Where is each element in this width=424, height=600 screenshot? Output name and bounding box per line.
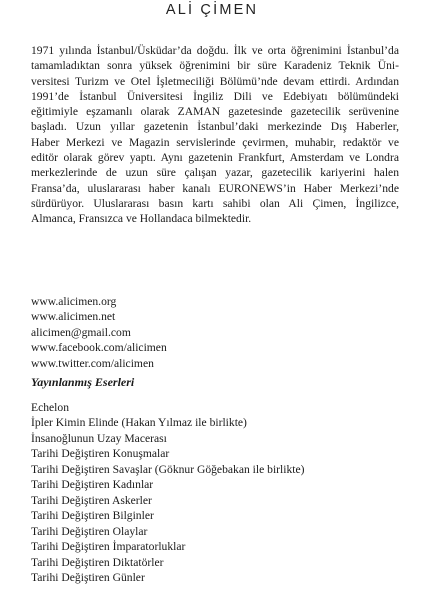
bio-line: 1971 yılında İstanbul/Üsküdar’da doğdu. İlk ve orta öğrenimini İstanbul’da	[31, 44, 399, 57]
bio-line: başladı. Uzun yıllar gazetenin İstanbul’daki merkezinde Dış Haberler,	[31, 120, 399, 134]
published-works-list	[31, 400, 305, 585]
bio-line: Haber Merkezi ve Magazin servislerinde çevirmen, muhabir, redaktör ve	[31, 135, 399, 149]
bio-line: Almanca, Fransızca ve Hollandaca bilmektedir.	[31, 212, 252, 226]
work-title: İpler Kimin Elinde (Hakan Yılmaz ile birlikte)	[31, 416, 247, 430]
bio-line: Fransa’da, uluslararası haber kanalı EURONEWS’in Haber Merkezi’nde	[31, 181, 399, 195]
work-title: Tarihi Değiştiren Savaşlar (Göknur Göğebakan ile birlikte)	[31, 462, 305, 476]
work-title: Tarihi Değiştiren İmparatorluklar	[31, 540, 186, 554]
bio-line: eğitimiyle eşzamanlı olarak ZAMAN gazetesinde gazetecilik serüvenine	[31, 105, 399, 119]
author-biography	[31, 43, 399, 227]
website-link: www.alicimen.org	[31, 295, 117, 308]
facebook-link: www.facebook.com/alicimen	[31, 341, 167, 355]
bio-line: sürdürüyor. Uluslararası basın kartı sahibi olan Ali Çimen, İngilizce,	[31, 196, 399, 210]
work-title: Tarihi Değiştiren Konuşmalar	[31, 447, 170, 461]
work-title: Tarihi Değiştiren Diktatörler	[31, 555, 164, 569]
bio-line: versitesi Turizm ve Otel İşletmeciliği Bölümü’nde devam ettirdi. Ardından	[31, 74, 399, 88]
work-title: Echelon	[31, 401, 69, 414]
published-works-heading: Yayınlanmış Eserleri	[31, 375, 135, 389]
work-title: Tarihi Değiştiren Askerler	[31, 493, 152, 507]
author-links	[31, 294, 167, 371]
email-address: alicimen@gmail.com	[31, 325, 131, 339]
website-link: www.alicimen.net	[31, 310, 116, 324]
work-title: Tarihi Değiştiren Bilginler	[31, 509, 154, 523]
work-title: Tarihi Değiştiren Olaylar	[31, 524, 148, 538]
author-name: ALİ ÇİMEN	[165, 2, 259, 18]
bio-line: 1991’de İstanbul Üniversitesi İngiliz Dili ve Edebiyatı bölümündeki	[31, 89, 399, 103]
bio-line: tamamladıktan sonra yüksek öğrenimini bir süre Karadeniz Teknik Üni-	[31, 59, 399, 73]
bio-line: merkezlerinde de uzun süre çalışan yazar, gazetecilik kariyerini halen	[31, 166, 399, 180]
work-title: İnsanoğlunun Uzay Macerası	[31, 431, 167, 445]
bio-line: editör olarak görev yaptı. Aynı gazetenin Frankfurt, Amsterdam ve Londra	[31, 151, 399, 165]
work-title: Tarihi Değiştiren Günler	[31, 570, 145, 584]
twitter-link: www.twitter.com/alicimen	[31, 356, 154, 370]
work-title: Tarihi Değiştiren Kadınlar	[31, 478, 154, 492]
